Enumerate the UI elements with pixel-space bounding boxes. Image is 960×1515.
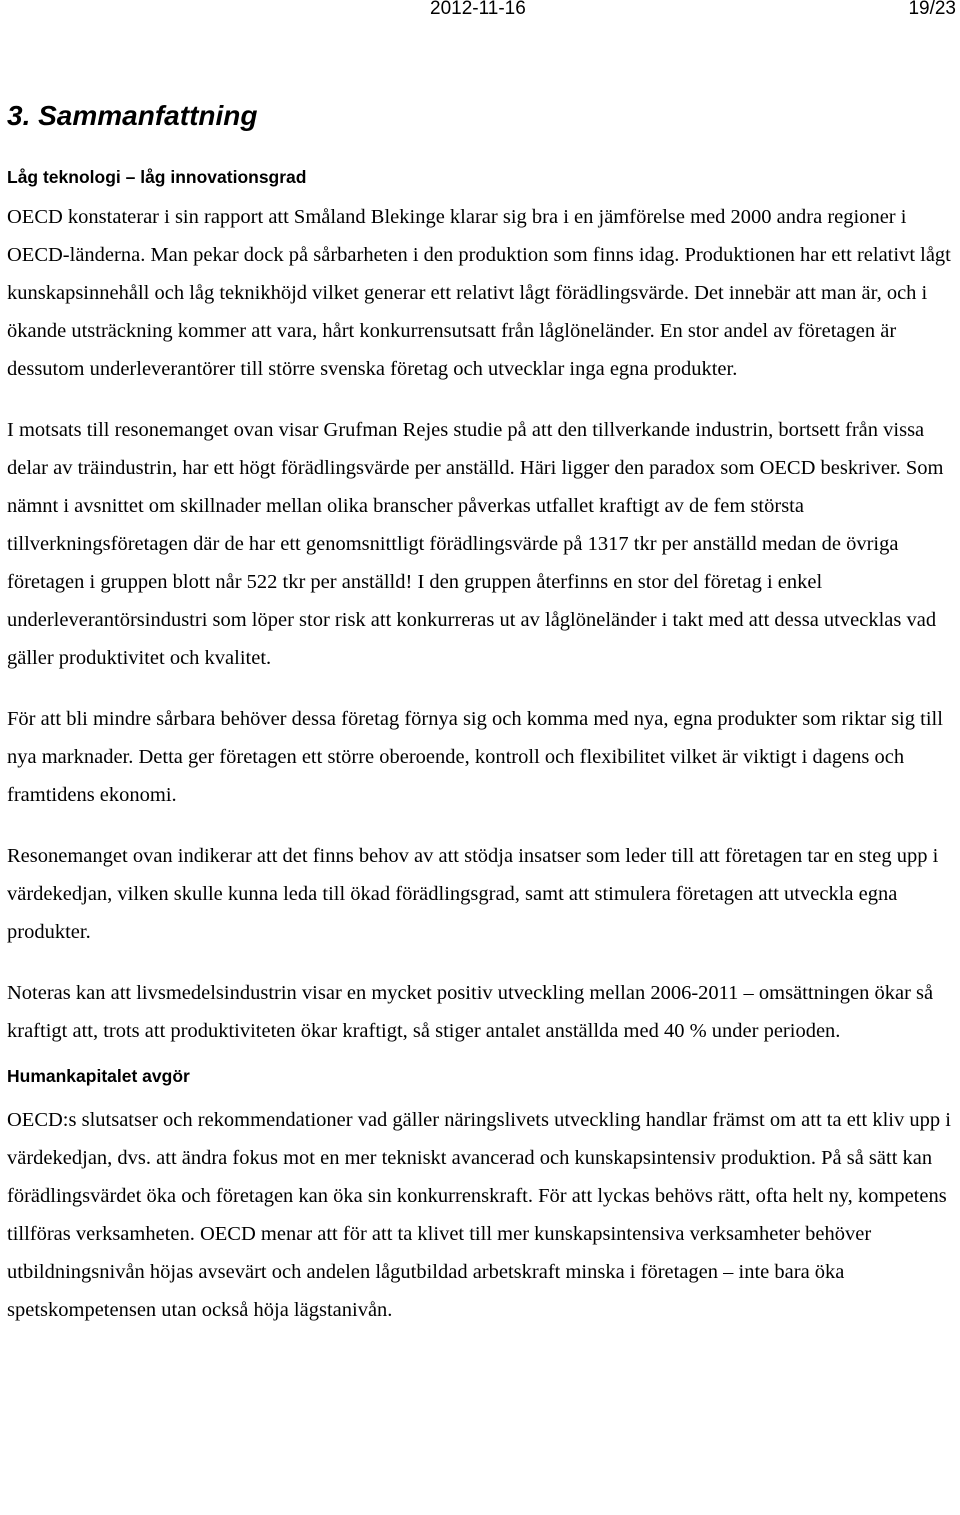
paragraph-food-industry: Noteras kan att livsmedelsindustrin visar en mycket positiv utveckling mellan 2006-2011 – omsättningen ökar så kraftigt att, trots att produktiviteten ökar kraftigt, så stiger antalet anställda med 40 % under perioden. <box>7 982 934 1042</box>
section-title: 3. Sammanfattning <box>7 100 258 131</box>
paragraph-grufman-study: I motsats till resonemanget ovan visar Grufman Rejes studie på att den tillverkande industrin, bortsett från vissa delar av träindustrin, har ett högt förädlingsvärde per anställd. Häri ligger den paradox som OECD beskriver. Som nämnt i avsnittet om skillnader mellan olika branscher påverkas utfallet kraftigt av de fem största tillverkningsföretagen där de har ett genomsnittligt förädlingsvärde på 1317 tkr per anställd medan de övriga företagen i gruppen blott når 522 tkr per anställd! I den gruppen återfinns en stor del företag i enkel underleverantörsindustri som löper stor risk att konkurreras ut av låglöneländer i takt med att dessa utvecklas vad gäller produktivitet och kvalitet. <box>7 419 944 669</box>
paragraph-value-chain: Resonemanget ovan indikerar att det finns behov av att stödja insatser som leder till att företagen tar en steg upp i värdekedjan, vilken skulle kunna leda till ökad förädlingsgrad, samt att stimulera företagen att utveckla egna produkter. <box>7 845 939 943</box>
page-header <box>0 0 960 26</box>
subheading-low-technology: Låg teknologi – låg innovationsgrad <box>7 167 307 187</box>
page-number: 19/23 <box>908 0 956 19</box>
header-date: 2012-11-16 <box>430 0 526 19</box>
paragraph-renewal: För att bli mindre sårbara behöver dessa företag förnya sig och komma med nya, egna produkter som riktar sig till nya marknader. Detta ger företagen ett större oberoende, kontroll och flexibilitet vilket är viktigt i dagens och framtidens ekonomi. <box>7 708 943 806</box>
paragraph-oecd-conclusions: OECD:s slutsatser och rekommendationer vad gäller näringslivets utveckling handlar främst om att ta ett kliv upp i värdekedjan, dvs. att ändra fokus mot en mer tekniskt avancerad och kunskapsintensiv produktion. På så sätt kan förädlingsvärdet öka och företagen kan öka sin konkurrenskraft. För att lyckas behövs rätt, ofta helt ny, kompetens tillföras verksamheten. OECD menar att för att ta klivet till mer kunskapsintensiva verksamheter behöver utbildningsnivån höjas avsevärt och andelen lågutbildad arbetskraft minska i företagen – inte bara öka spetskompetensen utan också höja lägstanivån. <box>7 1109 951 1321</box>
document-body <box>7 96 953 1329</box>
subheading-human-capital: Humankapitalet avgör <box>7 1066 190 1086</box>
paragraph-oecd-report: OECD konstaterar i sin rapport att Småland Blekinge klarar sig bra i en jämförelse med 2000 andra regioner i OECD-länderna. Man pekar dock på sårbarheten i den produktion som finns idag. Produktionen har ett relativt lågt kunskapsinnehåll och låg teknikhöjd vilket generar ett relativt lågt förädlingsvärde. Det innebär att man är, och i ökande utsträckning kommer att vara, hårt konkurrensutsatt från låglöneländer. En stor andel av företagen är dessutom underleverantörer till större svenska företag och utvecklar inga egna produkter. <box>7 206 951 380</box>
